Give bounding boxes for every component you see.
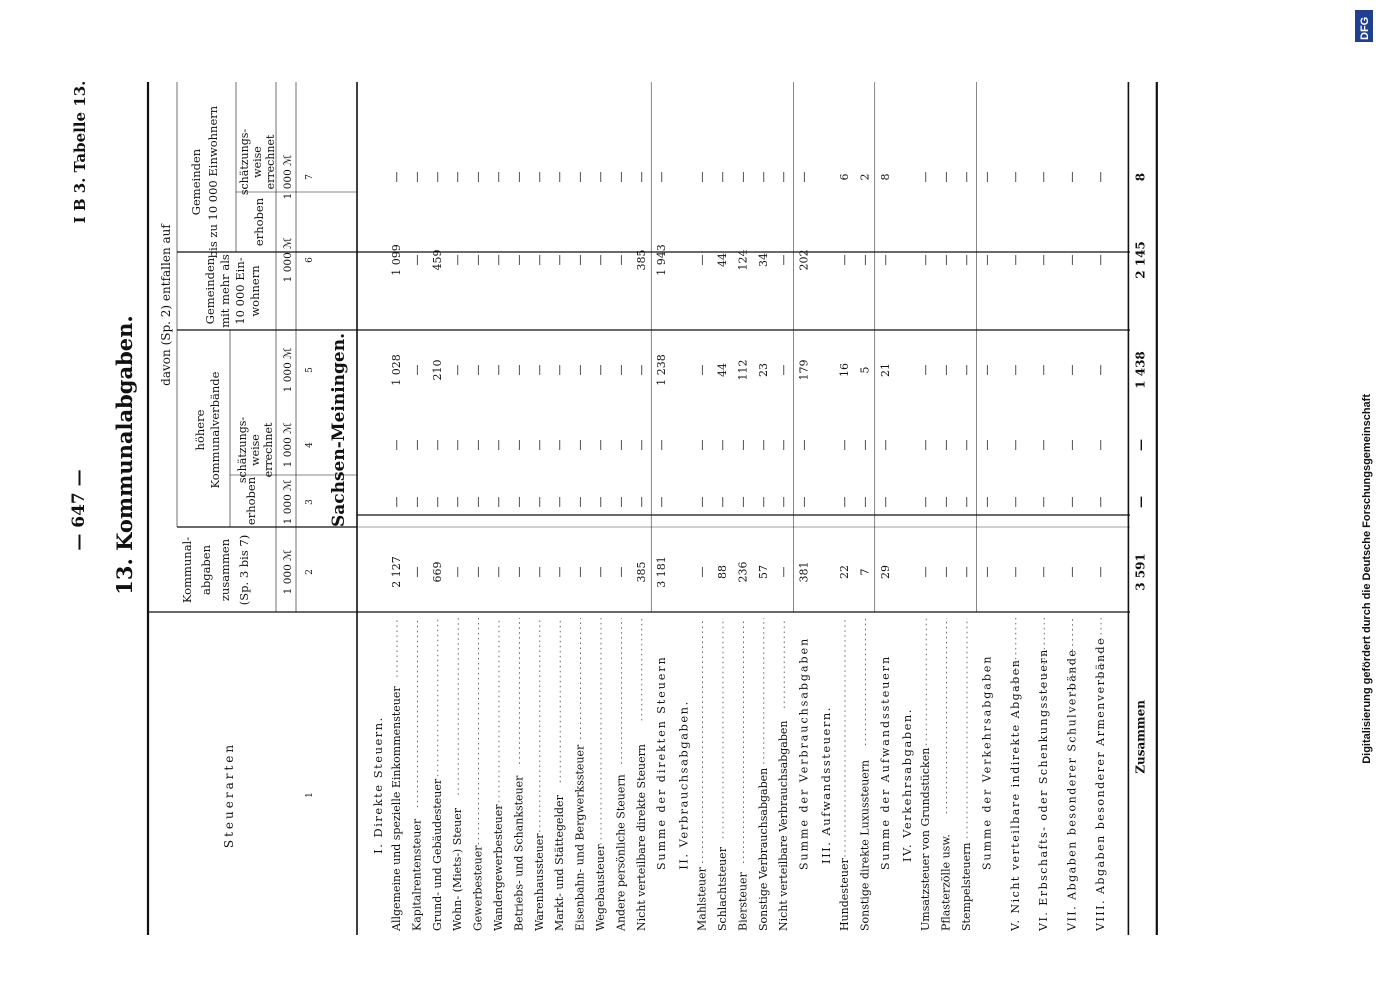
row-label: Wandergewerbesteuer <box>492 804 505 931</box>
header-hoehere: Kommunalverbände <box>208 371 222 489</box>
header-gem-mehr: mit mehr als <box>218 254 232 328</box>
column-number: 2 <box>305 569 315 575</box>
row-label: Umsatzsteuer von Grundstücken <box>919 747 933 931</box>
header-unit: 1 000 ℳ <box>282 347 294 393</box>
cell-dash: — <box>410 439 424 451</box>
cell-dash: — <box>1094 171 1107 183</box>
cell-dash: — <box>573 439 587 451</box>
row-label: Sonstige direkte Luxussteuern <box>858 759 872 931</box>
cell-dash: — <box>878 439 892 451</box>
cell-dash: — <box>939 254 953 266</box>
row-label: Summe der Verbrauchsabgaben <box>797 636 811 870</box>
table-title: 13. Kommunalabgaben. <box>112 315 137 595</box>
header-schaetz: weise <box>249 434 262 466</box>
cell-dash: — <box>512 566 526 578</box>
row-label: III. Aufwandssteuern. <box>819 706 833 864</box>
cell-dash: — <box>410 496 424 508</box>
row-label: VIII. Abgaben besonderer Armenverbände <box>1094 636 1107 931</box>
cell-value: 179 <box>797 359 811 381</box>
cell-dash: — <box>594 254 607 266</box>
cell-value: 236 <box>736 561 750 583</box>
cell-dash: — <box>756 171 770 183</box>
cell-dash: — <box>919 171 933 183</box>
cell-dash: — <box>471 171 485 183</box>
cell-dash: — <box>777 364 791 376</box>
row-label: Stempelsteuern <box>960 842 973 931</box>
cell-dash: — <box>1065 171 1079 183</box>
cell-dash: — <box>471 254 485 266</box>
cell-value: 21 <box>878 363 892 377</box>
table-reference: I B 3. Tabelle 13. <box>71 80 89 224</box>
cell-dash: — <box>512 496 526 508</box>
cell-dash: — <box>858 439 872 451</box>
cell-dash: — <box>838 254 851 266</box>
cell-dash: — <box>939 439 953 451</box>
cell-dash: — <box>1094 254 1107 266</box>
cell-dash: — <box>451 254 465 266</box>
row-label: Hundesteuer <box>838 858 851 931</box>
column-number: 7 <box>305 174 315 180</box>
cell-dash: — <box>614 439 628 451</box>
row-label: Betriebs- und Schanksteuer <box>512 775 526 931</box>
row-label: Warenhaussteuer <box>532 833 546 931</box>
cell-dash: — <box>939 566 953 578</box>
cell-dash: — <box>960 254 973 266</box>
cell-value: 385 <box>634 561 648 583</box>
cell-dash: — <box>1133 439 1148 451</box>
row-label: Andere persönliche Steuern <box>614 774 628 931</box>
cell-dash: — <box>410 566 424 578</box>
row-label: Gewerbesteuer <box>471 845 485 931</box>
cell-value: 3 591 <box>1133 553 1148 591</box>
row-label: Grund- und Gebäudesteuer <box>430 778 444 931</box>
row-label: Nicht verteilbare direkte Steuern <box>634 744 648 931</box>
cell-dash: — <box>532 496 546 508</box>
cell-value: 459 <box>430 249 444 271</box>
cell-dash: — <box>390 496 403 508</box>
cell-dash: — <box>471 566 485 578</box>
cell-dash: — <box>430 496 444 508</box>
cell-value: 6 <box>838 173 851 181</box>
row-label: Markt- und Stättegelder <box>553 795 567 931</box>
cell-dash: — <box>451 439 465 451</box>
cell-dash: — <box>756 496 770 508</box>
cell-dash: — <box>430 171 444 183</box>
cell-dash: — <box>1065 364 1079 376</box>
funding-note: Digitalisierung gefördert durch die Deutsche Forschungsgemeinschaft <box>1361 394 1373 764</box>
cell-dash: — <box>390 171 403 183</box>
cell-value: 57 <box>756 565 770 579</box>
cell-dash: — <box>532 254 546 266</box>
cell-value: 88 <box>716 565 729 579</box>
cell-dash: — <box>594 496 607 508</box>
cell-dash: — <box>838 439 851 451</box>
row-label: Eisenbahn- und Bergwerkssteuer <box>573 744 587 931</box>
column-number: 6 <box>305 257 315 263</box>
row-label: IV. Verkehrsabgaben. <box>900 708 915 862</box>
cell-dash: — <box>736 496 750 508</box>
cell-dash: — <box>695 171 709 183</box>
cell-dash: — <box>797 439 811 451</box>
row-label: Summe der Aufwandssteuern <box>878 654 892 870</box>
cell-dash: — <box>573 171 587 183</box>
cell-dash: — <box>1094 364 1107 376</box>
row-label: Zusammen <box>1133 700 1148 774</box>
cell-dash: — <box>756 439 770 451</box>
row-label: Allgemeine und spezielle Einkommensteuer <box>390 686 403 931</box>
cell-dash: — <box>1094 496 1107 508</box>
row-label: Pflasterzölle usw. <box>939 834 953 931</box>
cell-value: 29 <box>878 565 892 579</box>
header-schaetz: weise <box>251 146 264 178</box>
cell-dash: — <box>960 439 973 451</box>
cell-dash: — <box>960 566 973 578</box>
cell-value: 112 <box>736 359 750 381</box>
row-label: VI. Erbschafts- oder Schenkungssteuern <box>1037 648 1051 931</box>
cell-dash: — <box>960 364 973 376</box>
row-label: II. Verbrauchsabgaben. <box>676 700 691 870</box>
header-davon: davon (Sp. 2) entfallen auf <box>159 224 173 386</box>
cell-value: 2 145 <box>1133 241 1148 279</box>
cell-value: 5 <box>858 366 872 374</box>
header-gem-mehr: Gemeinden <box>203 257 217 325</box>
cell-dash: — <box>1037 566 1051 578</box>
row-label: Nicht verteilbare Verbrauchsabgaben <box>777 720 791 931</box>
cell-dash: — <box>1094 566 1107 578</box>
dfg-logo: DFG <box>1359 16 1371 40</box>
cell-dash: — <box>695 439 709 451</box>
cell-value: 8 <box>878 173 892 181</box>
cell-dash: — <box>532 439 546 451</box>
cell-dash: — <box>716 171 729 183</box>
cell-dash: — <box>919 566 933 578</box>
row-label: I. Direkte Steuern. <box>371 716 385 854</box>
cell-dash: — <box>980 364 994 376</box>
row-label: Sonstige Verbrauchsabgaben <box>756 767 770 931</box>
row-label: Kapitalrentensteuer <box>410 818 424 931</box>
cell-dash: — <box>492 496 505 508</box>
row-label: Summe der direkten Steuern <box>655 655 669 870</box>
header-unit: 1 000 ℳ <box>282 154 294 200</box>
cell-dash: — <box>553 566 567 578</box>
cell-dash: — <box>512 254 526 266</box>
cell-dash: — <box>573 566 587 578</box>
header-schaetz: errechnet <box>264 134 277 190</box>
cell-dash: — <box>553 171 567 183</box>
cell-dash: — <box>614 171 628 183</box>
header-col2-line: zusammen <box>218 538 232 602</box>
cell-dash: — <box>777 254 791 266</box>
cell-dash: — <box>410 171 424 183</box>
cell-dash: — <box>492 171 505 183</box>
cell-dash: — <box>430 439 444 451</box>
cell-value: 8 <box>1133 172 1148 182</box>
cell-value: 2 <box>858 173 872 181</box>
cell-dash: — <box>980 254 994 266</box>
row-label: Wegebausteuer <box>594 844 607 931</box>
cell-dash: — <box>471 364 485 376</box>
cell-dash: — <box>716 439 729 451</box>
region-title: Sachsen-Meiningen. <box>329 332 349 528</box>
cell-value: 44 <box>716 363 729 377</box>
row-label: Summe der Verkehrsabgaben <box>980 654 994 870</box>
cell-dash: — <box>471 496 485 508</box>
cell-dash: — <box>532 171 546 183</box>
cell-dash: — <box>553 254 567 266</box>
cell-dash: — <box>1065 566 1079 578</box>
cell-value: 1 238 <box>655 354 669 386</box>
header-unit: 1 000 ℳ <box>282 479 294 525</box>
cell-dash: — <box>614 496 628 508</box>
cell-value: 669 <box>430 561 444 583</box>
cell-dash: — <box>1037 364 1051 376</box>
cell-dash: — <box>695 566 709 578</box>
cell-dash: — <box>634 439 648 451</box>
cell-dash: — <box>1065 496 1079 508</box>
cell-dash: — <box>1037 254 1051 266</box>
cell-dash: — <box>939 171 953 183</box>
cell-dash: — <box>512 364 526 376</box>
header-steuerarten: Steuerarten <box>222 741 236 849</box>
cell-value: 210 <box>430 359 444 381</box>
cell-dash: — <box>492 566 505 578</box>
cell-value: 1 438 <box>1133 351 1148 389</box>
cell-dash: — <box>838 496 851 508</box>
column-number: 5 <box>305 367 315 373</box>
cell-dash: — <box>1008 364 1022 376</box>
cell-dash: — <box>695 254 709 266</box>
cell-dash: — <box>451 496 465 508</box>
header-gem-bis: bis zu 10 000 Einwohnern <box>206 105 220 259</box>
cell-dash: — <box>919 496 933 508</box>
header-erhoben: erhoben <box>252 197 266 247</box>
row-label: V. Nicht verteilbare indirekte Abgaben <box>1008 658 1022 931</box>
cell-dash: — <box>1133 496 1148 508</box>
cell-dash: — <box>960 496 973 508</box>
cell-dash: — <box>573 254 587 266</box>
cell-dash: — <box>614 566 628 578</box>
column-number: 4 <box>305 442 315 448</box>
cell-value: 3 181 <box>655 556 669 588</box>
cell-dash: — <box>573 496 587 508</box>
cell-dash: — <box>492 254 505 266</box>
cell-dash: — <box>634 364 648 376</box>
cell-dash: — <box>410 254 424 266</box>
cell-dash: — <box>573 364 587 376</box>
cell-dash: — <box>655 439 669 451</box>
cell-dash: — <box>594 364 607 376</box>
header-unit: 1 000 ℳ <box>282 237 294 283</box>
cell-dash: — <box>594 439 607 451</box>
cell-value: 381 <box>797 561 811 583</box>
cell-dash: — <box>878 496 892 508</box>
row-label: Mahlsteuer <box>695 867 709 931</box>
page-number: — 647 — <box>69 469 89 551</box>
header-schaetz: schätzungs- <box>238 128 251 196</box>
cell-dash: — <box>1094 439 1107 451</box>
cell-dash: — <box>1008 496 1022 508</box>
cell-dash: — <box>1037 496 1051 508</box>
cell-dash: — <box>1008 566 1022 578</box>
header-col2-line: abgaben <box>199 544 213 596</box>
cell-value: 124 <box>736 249 750 271</box>
cell-dash: — <box>451 171 465 183</box>
cell-dash: — <box>1008 439 1022 451</box>
cell-dash: — <box>980 496 994 508</box>
header-gem-mehr: wohnern <box>248 265 262 317</box>
cell-dash: — <box>553 364 567 376</box>
cell-dash: — <box>980 566 994 578</box>
cell-dash: — <box>777 171 791 183</box>
cell-dash: — <box>594 171 607 183</box>
cell-dash: — <box>451 364 465 376</box>
header-schaetz: errechnet <box>262 422 275 478</box>
cell-dash: — <box>736 171 750 183</box>
cell-value: 2 127 <box>390 556 403 588</box>
cell-value: 22 <box>838 565 851 579</box>
dfg-side-note <box>1353 6 1377 996</box>
cell-dash: — <box>532 364 546 376</box>
cell-dash: — <box>1008 171 1022 183</box>
cell-dash: — <box>1008 254 1022 266</box>
cell-dash: — <box>471 439 485 451</box>
cell-dash: — <box>1065 439 1079 451</box>
cell-value: 44 <box>716 253 729 267</box>
cell-dash: — <box>695 496 709 508</box>
header-col2-line: (Sp. 3 bis 7) <box>237 534 251 606</box>
header-unit: 1 000 ℳ <box>282 549 294 595</box>
column-number: 1 <box>305 792 315 798</box>
cell-value: 23 <box>756 363 770 377</box>
cell-dash: — <box>410 364 424 376</box>
cell-dash: — <box>614 364 628 376</box>
cell-dash: — <box>736 439 750 451</box>
header-hoehere: höhere <box>193 409 207 451</box>
cell-dash: — <box>919 364 933 376</box>
cell-dash: — <box>614 254 628 266</box>
cell-dash: — <box>716 496 729 508</box>
cell-dash: — <box>655 171 669 183</box>
row-label: Wohn- (Miets-) Steuer <box>451 807 465 931</box>
cell-dash: — <box>492 439 505 451</box>
cell-dash: — <box>512 439 526 451</box>
cell-dash: — <box>777 566 791 578</box>
cell-dash: — <box>512 171 526 183</box>
cell-value: 1 943 <box>655 244 669 276</box>
cell-dash: — <box>980 439 994 451</box>
cell-dash: — <box>492 364 505 376</box>
cell-dash: — <box>634 171 648 183</box>
cell-dash: — <box>553 439 567 451</box>
cell-dash: — <box>919 254 933 266</box>
header-col2-line: Kommunal- <box>180 536 194 604</box>
header-gem-mehr: 10 000 Ein- <box>233 257 247 325</box>
cell-dash: — <box>858 496 872 508</box>
cell-dash: — <box>695 364 709 376</box>
header-erhoben: erhoben <box>244 476 258 526</box>
cell-value: 34 <box>756 253 770 267</box>
cell-dash: — <box>797 171 811 183</box>
cell-dash: — <box>634 496 648 508</box>
cell-dash: — <box>553 496 567 508</box>
row-label: Biersteuer <box>736 872 750 931</box>
cell-dash: — <box>980 171 994 183</box>
cell-value: 202 <box>797 249 811 271</box>
cell-value: 16 <box>838 363 851 377</box>
cell-value: 385 <box>634 249 648 271</box>
cell-dash: — <box>878 254 892 266</box>
cell-value: 7 <box>858 568 872 576</box>
row-label: Schlachtsteuer <box>716 847 729 931</box>
cell-dash: — <box>797 496 811 508</box>
cell-dash: — <box>858 254 872 266</box>
header-unit: 1 000 ℳ <box>282 422 294 468</box>
row-label: VII. Abgaben besonderer Schulverbände <box>1065 648 1079 931</box>
page-content <box>69 81 1157 935</box>
cell-dash: — <box>451 566 465 578</box>
cell-dash: — <box>655 496 669 508</box>
cell-dash: — <box>919 439 933 451</box>
cell-dash: — <box>1037 171 1051 183</box>
cell-value: 1 028 <box>390 354 403 386</box>
header-gem-bis: Gemeinden <box>189 148 203 216</box>
cell-dash: — <box>594 566 607 578</box>
cell-dash: — <box>777 439 791 451</box>
cell-dash: — <box>939 364 953 376</box>
cell-dash: — <box>532 566 546 578</box>
header-schaetz: schätzungs- <box>236 416 249 484</box>
cell-dash: — <box>1065 254 1079 266</box>
cell-dash: — <box>1037 439 1051 451</box>
cell-dash: — <box>960 171 973 183</box>
cell-dash: — <box>777 496 791 508</box>
cell-dash: — <box>390 439 403 451</box>
cell-dash: — <box>939 496 953 508</box>
cell-value: 1 099 <box>390 244 403 276</box>
column-number: 3 <box>305 499 315 505</box>
